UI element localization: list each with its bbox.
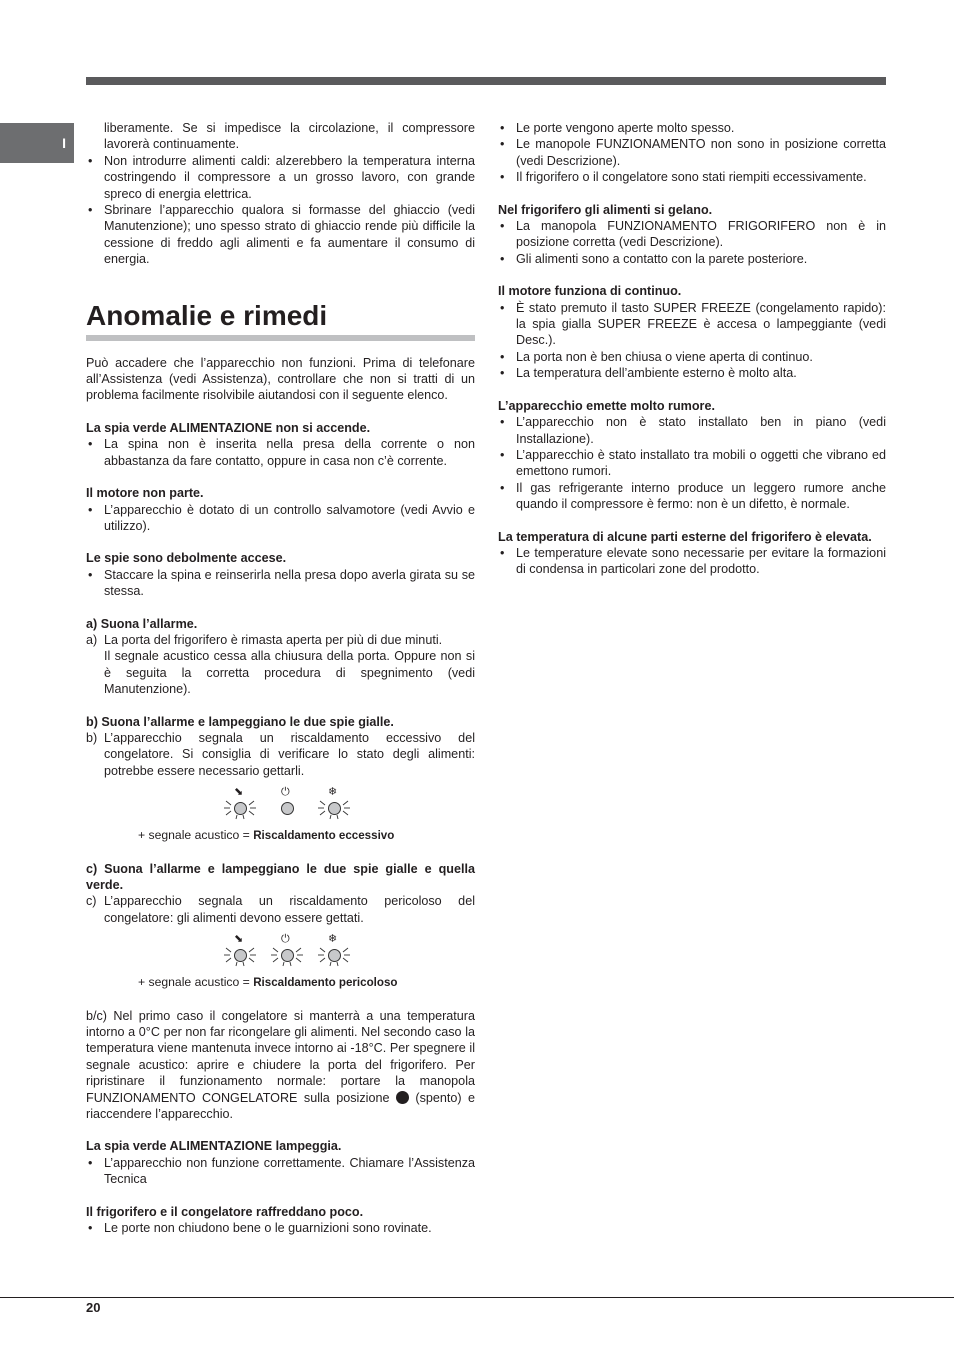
list-item: • Staccare la spina e reinserirla nella presa dopo averla girata su se stessa. <box>86 567 475 600</box>
freeze-light <box>322 934 346 972</box>
list-item: • Le porte non chiudono bene o le guarnizioni sono rovinate. <box>86 1220 475 1236</box>
section-heading: Le spie sono debolmente accese. <box>86 551 287 566</box>
list-item: • Il frigorifero o il congelatore sono stati riempiti eccessivamente. <box>498 169 886 185</box>
section-heading: La spia verde ALIMENTAZIONE non si accende. <box>86 420 371 435</box>
indicator-lights-b <box>86 787 475 825</box>
section-heading: c) Suona l’allarme e lampeggiano le due spie gialle e quella verde. <box>86 861 475 892</box>
list-item: • Le temperature elevate sono necessarie per evitare la formazioni di condensa in particolari zone del prodotto. <box>498 545 886 578</box>
intro-paragraph: Può accadere che l’apparecchio non funzioni. Prima di telefonare all’Assistenza (vedi Assistenza), controllare che non si tratti di un problema facilmente risolvibile aiutandosi con il seguente elenco. <box>86 355 475 403</box>
list-item <box>86 632 475 648</box>
list-item: • Non introdurre alimenti caldi: alzerebbero la temperatura interna costringendo il compressore a un grosso lavoro, con grande spreco di energia elettrica. <box>86 153 475 202</box>
list-item: • L’apparecchio non funzione correttamente. Chiamare l’Assistenza Tecnica <box>86 1155 475 1188</box>
list-item: • La spina non è inserita nella presa della corrente o non abbastanza da fare contatto, oppure in casa non c’è corrente. <box>86 436 475 469</box>
title-rule <box>86 335 475 341</box>
power-light <box>275 787 299 825</box>
item-mark: a) <box>86 632 98 647</box>
green-light-bulb <box>281 802 294 815</box>
list-item: • Le manopole FUNZIONAMENTO non sono in posizione corretta (vedi Descrizione). <box>498 136 886 169</box>
item-text: La porta del frigorifero è rimasta aperta per più di due minuti. <box>104 632 443 647</box>
legend-prefix: + segnale acustico = <box>138 828 254 843</box>
alarm-light <box>228 787 252 825</box>
snowflake-icon: ❄ <box>328 933 338 946</box>
top-bullets <box>86 153 475 268</box>
list-item: • Le porte vengono aperte molto spesso. <box>498 120 886 136</box>
off-position-dot-icon <box>396 1091 409 1104</box>
power-icon: ⏻ <box>281 786 290 799</box>
power-icon: ⏻ <box>281 933 290 946</box>
list-item: • Il gas refrigerante interno produce un leggero rumore anche quando il compressore è fermo: non è un difetto, è normale. <box>498 480 886 513</box>
list-item: • È stato premuto il tasto SUPER FREEZE (congelamento rapido): la spia gialla SUPER FREEZE è accesa o lampeggiante (vedi Desc.). <box>498 300 886 349</box>
list-item: • L’apparecchio è stato installato tra mobili o oggetti che vibrano ed emettono rumori. <box>498 447 886 480</box>
language-tab-label: I <box>62 135 66 151</box>
legend <box>86 974 475 991</box>
list-item: • L’apparecchio non è stato installato ben in piano (vedi Installazione). <box>498 414 886 447</box>
section-heading: La spia verde ALIMENTAZIONE lampeggia. <box>86 1139 342 1154</box>
left-column <box>86 120 475 1237</box>
list-item <box>86 893 475 926</box>
legend <box>86 827 475 844</box>
bc-paragraph <box>86 1008 475 1123</box>
continued-text: Il segnale acustico cessa alla chiusura della porta. Oppure non si è seguita la corretta procedura di spegnimento (vedi Manutenzione). <box>104 649 475 697</box>
section-heading: a) Suona l’allarme. <box>86 616 198 631</box>
item-mark: c) <box>86 894 97 909</box>
list-item: • La manopola FUNZIONAMENTO FRIGORIFERO non è in posizione corretta (vedi Descrizione). <box>498 218 886 251</box>
snowflake-icon: ❄ <box>328 786 338 799</box>
list-item: • Sbrinare l’apparecchio qualora si formasse del ghiaccio (vedi Manutenzione); uno spesso strato di ghiaccio rende più difficile la cessione di freddo agli alimenti e fa aumentare il consumo di energia. <box>86 202 475 268</box>
language-tab <box>0 123 74 163</box>
item-text: L’apparecchio segnala un riscaldamento pericoloso del congelatore: gli alimenti devono essere gettati. <box>104 894 475 925</box>
list-item: • Gli alimenti sono a contatto con la parete posteriore. <box>498 251 886 267</box>
legend-bold: Riscaldamento pericoloso <box>253 976 398 990</box>
item-mark: b) <box>86 730 98 745</box>
legend-prefix: + segnale acustico = <box>138 975 254 990</box>
top-bar <box>86 77 886 85</box>
list-item: • La temperatura dell’ambiente esterno è molto alta. <box>498 365 886 381</box>
section-heading: La temperatura di alcune parti esterne del frigorifero è elevata. <box>498 529 872 544</box>
list-item: • La porta non è ben chiusa o viene aperta di continuo. <box>498 349 886 365</box>
bc-paragraph-end: (spento) e riaccendere l’apparecchio. <box>86 1090 476 1122</box>
alarm-light <box>228 934 252 972</box>
section-heading: Il motore non parte. <box>86 486 204 501</box>
section-heading: L’apparecchio emette molto rumore. <box>498 398 715 413</box>
alarm-bell-icon: ⬊ <box>234 786 244 799</box>
page-title: Anomalie e rimedi <box>86 299 328 331</box>
continued-text: liberamente. Se si impedisce la circolazione, il compressore lavorerà continuamente. <box>104 121 475 152</box>
right-column <box>498 120 886 578</box>
section-heading: b) Suona l’allarme e lampeggiano le due spie gialle. <box>86 714 394 729</box>
legend-bold: Riscaldamento eccessivo <box>253 829 395 843</box>
section-heading: Il frigorifero e il congelatore raffreddano poco. <box>86 1204 364 1219</box>
footer-rule <box>0 1297 954 1298</box>
list-item: • L’apparecchio è dotato di un controllo salvamotore (vedi Avvio e utilizzo). <box>86 502 475 535</box>
section-heading: Il motore funziona di continuo. <box>498 284 682 299</box>
section-heading: Nel frigorifero gli alimenti si gelano. <box>498 202 713 217</box>
bc-paragraph-text: b/c) Nel primo caso il congelatore si manterrà a una temperatura intorno a 0°C per non far ricongelare gli alimenti. Nel secondo caso la temperatura viene mantenuta invece intorno ai -18°C. Per spegnere il segnale acustico: aprire e chiudere la porta del frigorifero. Per ripristinare il funzionamento normale: portare la manopola FUNZIONAMENTO CONGELATORE sulla posizione <box>86 1008 475 1105</box>
freeze-light <box>322 787 346 825</box>
item-text: L’apparecchio segnala un riscaldamento eccessivo del congelatore. Si consiglia di verificare lo stato degli alimenti: potrebbe essere necessario gettarli. <box>104 730 475 778</box>
indicator-lights-c <box>86 934 475 972</box>
power-light <box>275 934 299 972</box>
list-item <box>86 730 475 779</box>
alarm-bell-icon: ⬊ <box>234 933 244 946</box>
page-number: 20 <box>86 1300 101 1315</box>
